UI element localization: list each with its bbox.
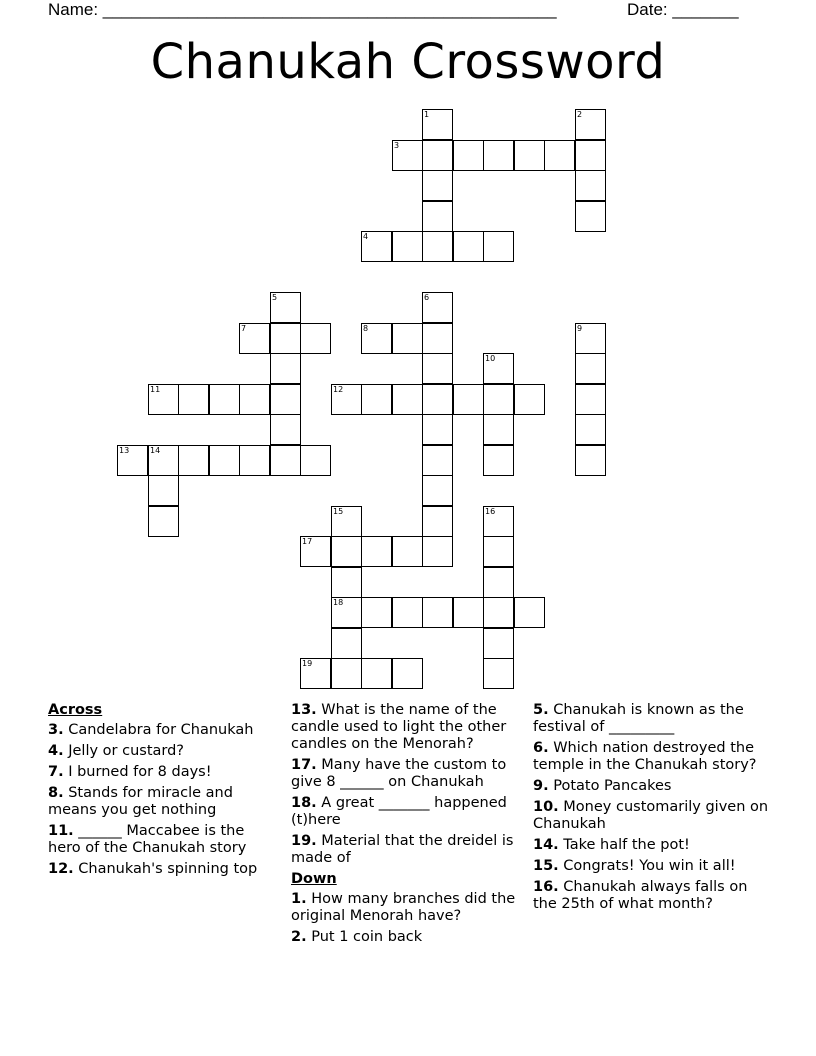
grid-cell[interactable] (270, 384, 301, 415)
grid-cell[interactable] (331, 506, 362, 537)
grid-cell[interactable] (270, 353, 301, 384)
grid-cell[interactable] (117, 445, 148, 476)
clue-down-10: 10. Money customarily given on Chanukah (533, 799, 769, 832)
grid-cell[interactable] (483, 384, 514, 415)
grid-cell[interactable] (483, 628, 514, 659)
grid-cell[interactable] (422, 170, 453, 201)
clue-number: 19 (302, 659, 313, 668)
grid-cell[interactable] (239, 323, 270, 354)
grid-cell[interactable] (453, 140, 484, 171)
grid-cell[interactable] (422, 536, 453, 567)
grid-cell[interactable] (422, 323, 453, 354)
grid-cell[interactable] (483, 506, 514, 537)
clue-across-19: 19. Material that the dreidel is made of (291, 833, 514, 866)
clue-down-2: 2. Put 1 coin back (291, 929, 423, 945)
grid-cell[interactable] (392, 231, 423, 262)
grid-cell[interactable] (331, 384, 362, 415)
grid-cell[interactable] (148, 445, 179, 476)
grid-cell[interactable] (453, 384, 484, 415)
grid-cell[interactable] (148, 475, 179, 506)
grid-cell[interactable] (361, 323, 392, 354)
grid-cell[interactable] (178, 445, 209, 476)
grid-cell[interactable] (422, 353, 453, 384)
grid-cell[interactable] (392, 658, 423, 689)
grid-cell[interactable] (422, 475, 453, 506)
clue-number: 11 (150, 385, 161, 394)
grid-cell[interactable] (453, 597, 484, 628)
down-heading: Down (291, 871, 337, 887)
grid-cell[interactable] (178, 384, 209, 415)
clue-number: 2 (577, 110, 583, 119)
grid-cell[interactable] (575, 414, 606, 445)
clues-column-1 (48, 702, 278, 882)
grid-cell[interactable] (270, 445, 301, 476)
grid-cell[interactable] (331, 597, 362, 628)
grid-cell[interactable] (270, 414, 301, 445)
grid-cell[interactable] (422, 292, 453, 323)
clue-number: 7 (241, 324, 247, 333)
clue-number: 15 (333, 507, 344, 516)
grid-cell[interactable] (483, 536, 514, 567)
grid-cell[interactable] (453, 231, 484, 262)
grid-cell[interactable] (575, 109, 606, 140)
grid-cell[interactable] (300, 658, 331, 689)
clue-number: 10 (485, 354, 496, 363)
clue-across-3: 3. Candelabra for Chanukah (48, 722, 254, 738)
clue-number: 9 (577, 324, 583, 333)
clue-number: 8 (363, 324, 369, 333)
grid-cell[interactable] (361, 384, 392, 415)
clue-number: 12 (333, 385, 344, 394)
clue-number: 16 (485, 507, 496, 516)
grid-cell[interactable] (483, 445, 514, 476)
grid-cell[interactable] (148, 384, 179, 415)
grid-cell[interactable] (422, 201, 453, 232)
grid-cell[interactable] (422, 597, 453, 628)
clue-number: 1 (424, 110, 430, 119)
clue-across-11: 11. ______ Maccabee is the hero of the Chanukah story (48, 823, 247, 856)
grid-cell[interactable] (392, 323, 423, 354)
grid-cell[interactable] (575, 170, 606, 201)
grid-cell[interactable] (392, 384, 423, 415)
grid-cell[interactable] (270, 292, 301, 323)
grid-cell[interactable] (483, 567, 514, 598)
clue-number: 3 (394, 141, 400, 150)
grid-cell[interactable] (209, 384, 240, 415)
clue-number: 14 (150, 446, 161, 455)
name-field-line: Name: ________________________________________________ (48, 0, 557, 19)
grid-cell[interactable] (270, 323, 301, 354)
clue-across-13: 13. What is the name of the candle used to light the other candles on the Menorah? (291, 702, 507, 752)
grid-cell[interactable] (483, 658, 514, 689)
grid-cell[interactable] (422, 506, 453, 537)
clue-down-15: 15. Congrats! You win it all! (533, 858, 736, 874)
clue-down-9: 9. Potato Pancakes (533, 778, 672, 794)
across-heading: Across (48, 702, 103, 718)
grid-cell[interactable] (239, 384, 270, 415)
grid-cell[interactable] (514, 597, 545, 628)
clue-across-8: 8. Stands for miracle and means you get nothing (48, 785, 233, 818)
clues-column-3 (533, 702, 773, 917)
clue-number: 5 (272, 293, 278, 302)
grid-cell[interactable] (575, 201, 606, 232)
grid-cell[interactable] (361, 597, 392, 628)
grid-cell[interactable] (392, 536, 423, 567)
clue-down-1: 1. How many branches did the original Menorah have? (291, 891, 516, 924)
grid-cell[interactable] (361, 658, 392, 689)
grid-cell[interactable] (483, 140, 514, 171)
grid-cell[interactable] (331, 658, 362, 689)
grid-cell[interactable] (483, 353, 514, 384)
grid-cell[interactable] (483, 414, 514, 445)
grid-cell[interactable] (422, 445, 453, 476)
grid-cell[interactable] (331, 567, 362, 598)
clue-across-7: 7. I burned for 8 days! (48, 764, 212, 780)
grid-cell[interactable] (514, 140, 545, 171)
grid-cell[interactable] (392, 597, 423, 628)
grid-cell[interactable] (575, 384, 606, 415)
grid-cell[interactable] (300, 445, 331, 476)
grid-cell[interactable] (575, 445, 606, 476)
clues-column-2 (291, 702, 529, 950)
clue-number: 13 (119, 446, 130, 455)
grid-cell[interactable] (575, 323, 606, 354)
grid-cell[interactable] (483, 231, 514, 262)
clue-number: 18 (333, 598, 344, 607)
date-field-line: Date: _______ (627, 0, 739, 19)
grid-cell[interactable] (483, 597, 514, 628)
grid-cell[interactable] (575, 353, 606, 384)
grid-cell[interactable] (514, 384, 545, 415)
clue-down-16: 16. Chanukah always falls on the 25th of what month? (533, 879, 748, 912)
grid-cell[interactable] (300, 536, 331, 567)
clue-number: 6 (424, 293, 430, 302)
grid-cell[interactable] (422, 140, 453, 171)
grid-cell[interactable] (331, 536, 362, 567)
clue-down-6: 6. Which nation destroyed the temple in the Chanukah story? (533, 740, 757, 773)
clue-down-14: 14. Take half the pot! (533, 837, 690, 853)
grid-cell[interactable] (361, 231, 392, 262)
grid-cell[interactable] (422, 384, 453, 415)
grid-cell[interactable] (422, 231, 453, 262)
grid-cell[interactable] (209, 445, 240, 476)
grid-cell[interactable] (422, 109, 453, 140)
clue-number: 17 (302, 537, 313, 546)
grid-cell[interactable] (361, 536, 392, 567)
clue-number: 4 (363, 232, 369, 241)
grid-cell[interactable] (544, 140, 575, 171)
clue-across-12: 12. Chanukah's spinning top (48, 861, 258, 877)
clue-across-18: 18. A great _______ happened (t)here (291, 795, 507, 828)
grid-cell[interactable] (392, 140, 423, 171)
grid-cell[interactable] (331, 628, 362, 659)
grid-cell[interactable] (148, 506, 179, 537)
grid-cell[interactable] (239, 445, 270, 476)
clue-across-17: 17. Many have the custom to give 8 ______ on Chanukah (291, 757, 507, 790)
grid-cell[interactable] (575, 140, 606, 171)
grid-cell[interactable] (422, 414, 453, 445)
clue-across-4: 4. Jelly or custard? (48, 743, 184, 759)
clue-down-5: 5. Chanukah is known as the festival of _________ (533, 702, 744, 735)
page-title: Chanukah Crossword (150, 34, 666, 90)
grid-cell[interactable] (300, 323, 331, 354)
